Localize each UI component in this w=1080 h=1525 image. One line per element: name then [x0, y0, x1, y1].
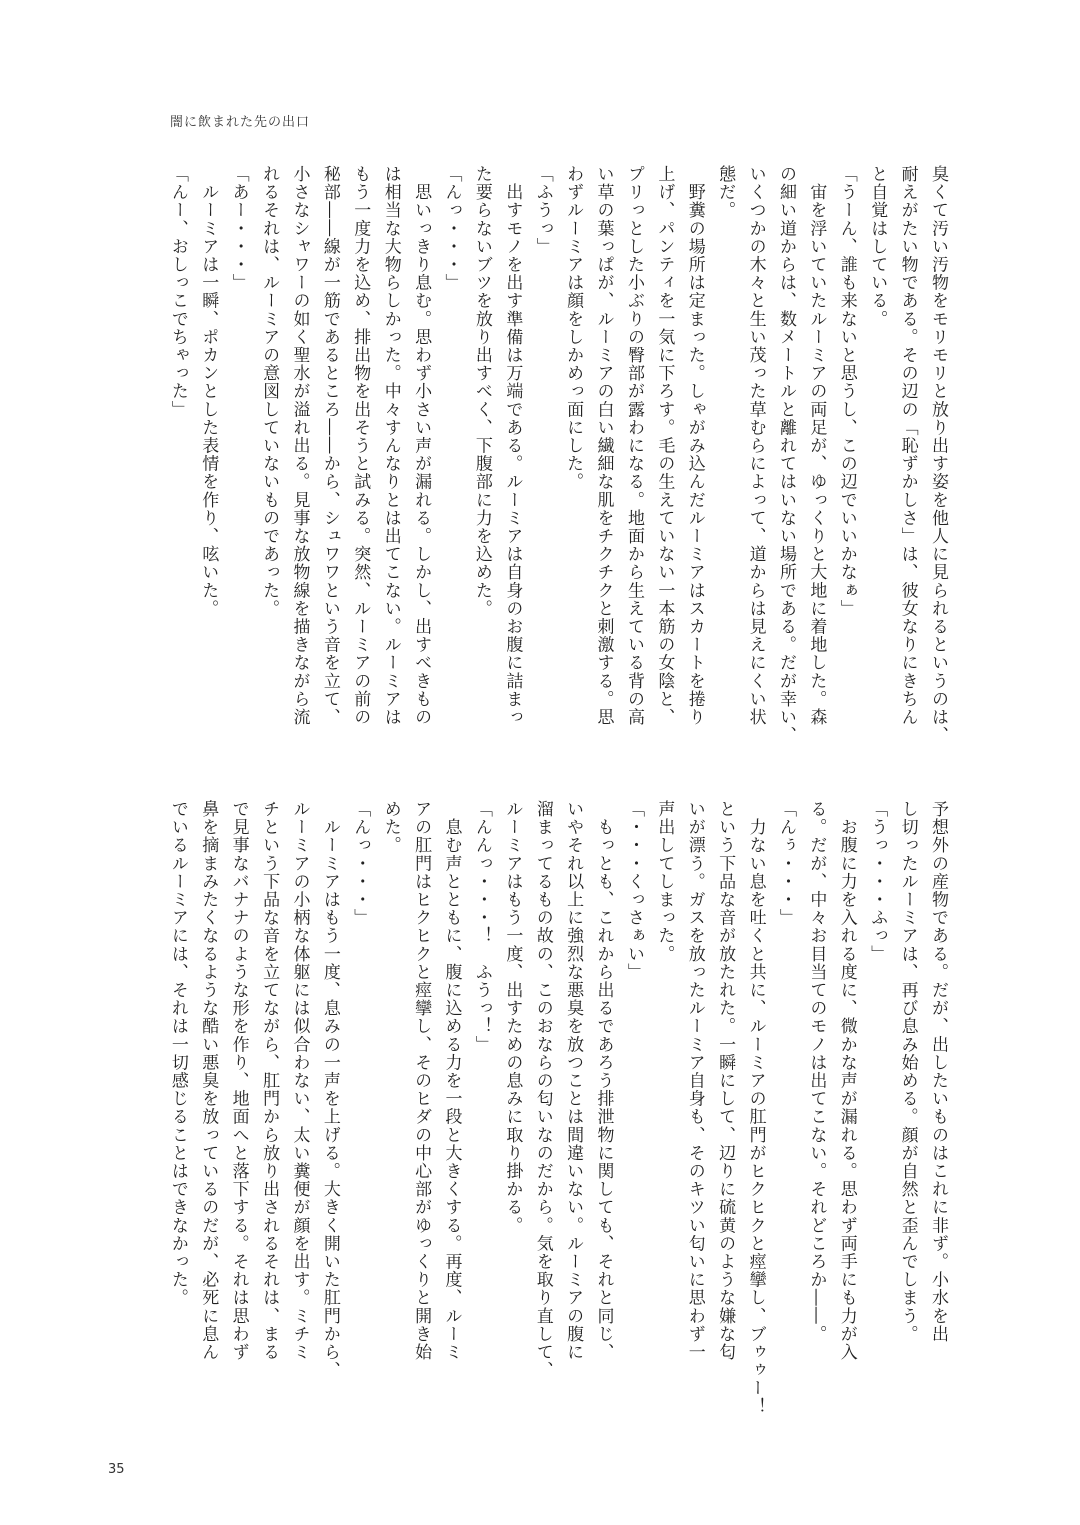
text-line: 鼻を摘まみたくなるような酷い悪臭を放っているのだが、必死に息ん: [198, 800, 219, 1362]
text-line: ルーミアの小柄な体躯には似合わない、太い糞便が顔を出す。ミチミ: [289, 800, 310, 1362]
text-line: の細い道からは、数メートルと離れてはいない場所である。だが幸い、: [775, 165, 796, 745]
text-line: 予想外の産物である。だが、出したいものはこれに非ず。小水を出: [928, 800, 948, 1343]
text-line: ルーミアはもう一度、息みの一声を上げる。大きく開いた肛門から、: [319, 800, 340, 1380]
text-line: 野糞の場所は定まった。しゃがみ込んだルーミアはスカートを捲り: [684, 165, 705, 727]
text-line: で見事なバナナのような形を作り、地面へと落下する。それは思わず: [228, 800, 249, 1362]
text-line: いくつかの木々と生い茂った草むらによって、道からは見えにくい状: [745, 165, 766, 727]
text-line: でいるルーミアには、それは一切感じることはできなかった。: [167, 800, 188, 1307]
text-line: 態だ。: [715, 165, 736, 220]
text-line: ルーミアは一瞬、ポカンとした表情を作り、呟いた。: [198, 165, 219, 618]
text-line: れるそれは、ルーミアの意図していないものであった。: [259, 165, 280, 618]
text-line: チという下品な音を立てながら、肛門から放り出されるそれは、まる: [259, 800, 280, 1362]
text-line: プリっとした小ぶりの臀部が露わになる。地面から生えている背の高: [623, 165, 644, 727]
text-line: いやそれ以上に強烈な悪臭を放つことは間違いない。ルーミアの腹に: [563, 800, 584, 1362]
text-line: わずルーミアは顔をしかめっ面にした。: [563, 165, 584, 491]
text-tier-top: [161, 165, 953, 785]
text-line: 思いっきり息む。思わず小さい声が漏れる。しかし、出すべきもの: [411, 165, 432, 727]
text-line: る。だが、中々お目当てのモノは出てこない。それどころか――。: [806, 800, 827, 1343]
text-line: 「んんっ・・・！ ふうっ！」: [471, 800, 492, 1054]
text-line: 力ない息を吐くと共に、ルーミアの肛門がヒクヒクと痙攣し、ブゥゥー！: [745, 800, 766, 1416]
text-tier-bottom: [161, 800, 953, 1420]
text-line: 「うーん、誰も来ないと思うし、この辺でいいかなぁ」: [836, 165, 857, 618]
text-line: アの肛門はヒクヒクと痙攣し、そのヒダの中心部がゆっくりと開き始: [411, 800, 432, 1362]
text-line: と自覚はしている。: [867, 165, 888, 328]
text-line: 臭くて汚い汚物をモリモリと放り出す姿を他人に見られるというのは、: [928, 165, 948, 745]
text-line: 「んぅ・・・」: [775, 800, 796, 927]
text-line: は相当な大物らしかった。中々すんなりとは出てこない。ルーミアは: [380, 165, 401, 727]
text-line: 耐えがたい物である。その辺の「恥ずかしさ」は、彼女なりにきちん: [897, 165, 918, 727]
text-line: 出すモノを出す準備は万端である。ルーミアは自身のお腹に詰まっ: [502, 165, 523, 727]
text-line: 「んー、おしっこでちゃった」: [167, 165, 188, 419]
text-line: し切ったルーミアは、再び息み始める。顔が自然と歪んでしまう。: [897, 800, 918, 1343]
running-title: 闇に飲まれた先の出口: [170, 115, 311, 130]
text-line: 宙を浮いていたルーミアの両足が、ゆっくりと大地に着地した。森: [806, 165, 827, 727]
text-line: た要らないブツを放り出すべく、下腹部に力を込めた。: [471, 165, 492, 618]
text-line: もう一度力を込め、排出物を出そうと試みる。突然、ルーミアの前の: [350, 165, 371, 727]
text-line: い草の葉っぱが、ルーミアの白い繊細な肌をチクチクと刺激する。思: [593, 165, 614, 727]
text-line: めた。: [380, 800, 401, 855]
text-line: もっとも、これから出るであろう排泄物に関しても、それと同じ、: [593, 800, 614, 1362]
text-line: 「うっ・・・ふっ」: [867, 800, 888, 963]
text-line: 「あー・・・」: [228, 165, 249, 292]
text-line: という下品な音が放たれた。一瞬にして、辺りに硫黄のような嫌な匂: [715, 800, 736, 1362]
text-line: 声出してしまった。: [654, 800, 675, 963]
text-line: 「んっ・・・」: [350, 800, 371, 927]
text-line: ルーミアはもう一度、出すための息みに取り掛かる。: [502, 800, 523, 1235]
text-line: 上げ、パンティを一気に下ろす。毛の生えていない一本筋の女陰と、: [654, 165, 675, 727]
text-line: 息む声とともに、腹に込める力を一段と大きくする。再度、ルーミ: [441, 800, 462, 1362]
text-line: 秘部――線が一筋であるところ――から、シュワワという音を立て、: [319, 165, 340, 727]
text-line: 小さなシャワーの如く聖水が溢れ出る。見事な放物線を描きながら流: [289, 165, 310, 727]
text-line: 「んっ・・・」: [441, 165, 462, 292]
text-line: 「ふうっ」: [532, 165, 553, 256]
text-line: 「・・・くっさぁい」: [623, 800, 644, 981]
text-line: いが漂う。ガスを放ったルーミア自身も、そのキツい匂いに思わず一: [684, 800, 705, 1362]
text-line: 溜まってるもの故の、このおならの匂いなのだから。気を取り直して、: [532, 800, 553, 1380]
text-line: お腹に力を入れる度に、微かな声が漏れる。思わず両手にも力が入: [836, 800, 857, 1362]
page-number: 35: [108, 1462, 125, 1477]
